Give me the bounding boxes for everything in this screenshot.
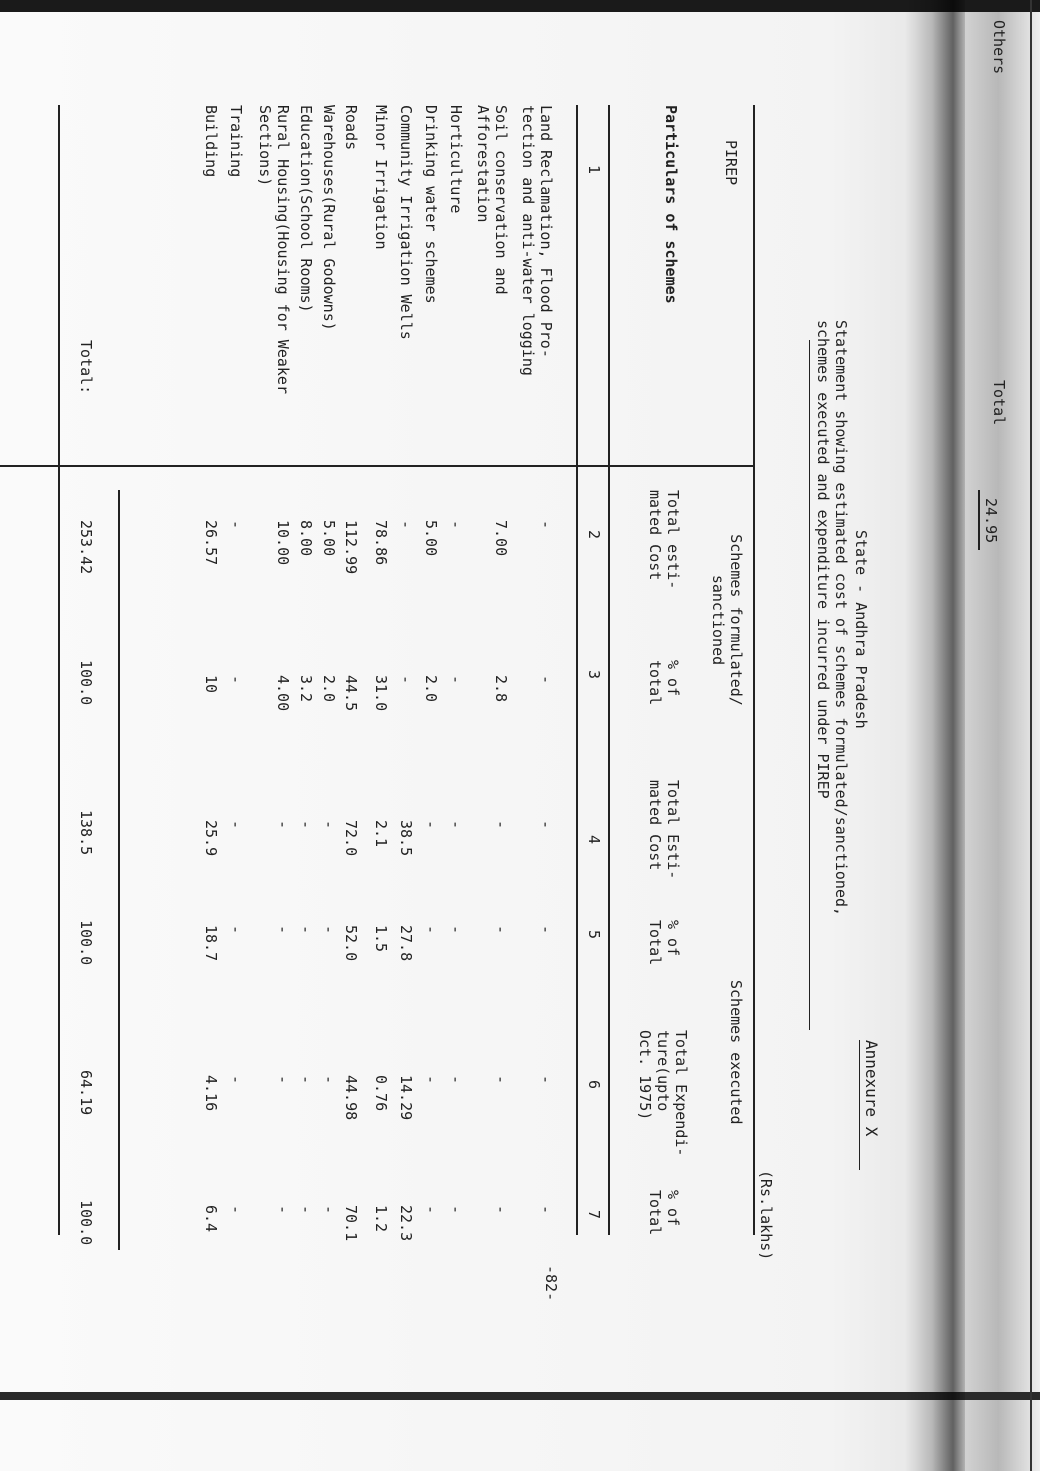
- row-cell-c2: 112.99: [342, 520, 360, 575]
- row-cell-c2: 78.86: [372, 520, 390, 566]
- row-cell-c7: -: [274, 1205, 292, 1215]
- row-cell-c4: 38.5: [397, 820, 415, 857]
- row-cell-c6: 14.29: [397, 1075, 415, 1121]
- row-cell-c4: 72.0: [342, 820, 360, 857]
- header-particulars: Particulars of schemes: [662, 105, 680, 304]
- row-cell-c7: -: [492, 1205, 510, 1215]
- table-top-rule: [753, 105, 755, 1235]
- colnum-6: 6: [585, 1080, 603, 1090]
- row-cell-c6: 4.16: [202, 1075, 220, 1112]
- row-cell-c5: -: [274, 925, 292, 935]
- total-rule: [118, 490, 120, 1250]
- row-cell-c5: -: [227, 925, 245, 935]
- header-c4: Total Esti- mated Cost: [646, 780, 682, 880]
- row-cell-c5: -: [447, 925, 465, 935]
- colnum-3: 3: [585, 670, 603, 680]
- row-cell-c2: -: [227, 520, 245, 530]
- table-colnum-rule-bottom: [576, 105, 578, 1235]
- row-cell-c3: -: [537, 675, 555, 685]
- row-cell-c3: 2.8: [492, 675, 510, 703]
- row-cell-c3: 2.0: [422, 675, 440, 703]
- total-label: Total:: [77, 340, 95, 395]
- colnum-7: 7: [585, 1210, 603, 1220]
- row-particular: Warehouses(Rural Godowns): [320, 105, 338, 331]
- row-cell-c3: 44.5: [342, 675, 360, 712]
- row-cell-c7: -: [320, 1205, 338, 1215]
- table-bottom-rule: [58, 105, 60, 1235]
- row-cell-c4: -: [492, 820, 510, 830]
- row-cell-c4: -: [320, 820, 338, 830]
- row-cell-c4: -: [274, 820, 292, 830]
- row-cell-c4: -: [297, 820, 315, 830]
- title-underline: [809, 340, 810, 1030]
- row-cell-c5: -: [320, 925, 338, 935]
- row-cell-c3: 2.0: [320, 675, 338, 703]
- row-cell-c4: -: [227, 820, 245, 830]
- row-cell-c6: -: [227, 1075, 245, 1085]
- row-cell-c3: 31.0: [372, 675, 390, 712]
- row-cell-c2: -: [447, 520, 465, 530]
- row-cell-c4: -: [537, 820, 555, 830]
- total-c3: 100.0: [77, 660, 95, 706]
- row-cell-c5: -: [297, 925, 315, 935]
- page-number: -82-: [542, 1265, 560, 1302]
- table-col-divider: [0, 465, 755, 467]
- row-cell-c7: -: [447, 1205, 465, 1215]
- page-right-edge: [1030, 0, 1032, 1471]
- header-c2: Total esti- mated Cost: [646, 490, 682, 590]
- total-c4: 138.5: [77, 810, 95, 856]
- row-particular: Horticulture: [447, 105, 465, 214]
- row-cell-c2: 5.00: [320, 520, 338, 557]
- title-line-2: schemes executed and expenditure incurred under PIREP: [814, 320, 832, 799]
- row-particular: Rural Housing(Housing for Weaker Sections): [256, 105, 292, 394]
- colnum-4: 4: [585, 835, 603, 845]
- row-cell-c6: -: [422, 1075, 440, 1085]
- others-label: Others: [990, 20, 1008, 75]
- row-cell-c3: -: [397, 675, 415, 685]
- annexure-underline: [859, 1040, 860, 1170]
- total-c5: 100.0: [77, 920, 95, 966]
- row-particular: Roads: [342, 105, 360, 151]
- row-cell-c4: -: [447, 820, 465, 830]
- row-cell-c6: 0.76: [372, 1075, 390, 1112]
- row-cell-c5: 27.8: [397, 925, 415, 962]
- fragment-total-label: Total: [990, 380, 1008, 426]
- row-cell-c2: 5.00: [422, 520, 440, 557]
- row-particular: Drinking water schemes: [422, 105, 440, 304]
- table-colnum-rule-top: [608, 105, 610, 1235]
- row-cell-c5: 1.5: [372, 925, 390, 953]
- row-particular: Community Irrigation Wells: [397, 105, 415, 340]
- row-cell-c7: -: [422, 1205, 440, 1215]
- colnum-2: 2: [585, 530, 603, 540]
- row-particular: Soil conservation and Afforestation: [474, 105, 510, 295]
- row-cell-c2: 10.00: [274, 520, 292, 566]
- row-cell-c5: 52.0: [342, 925, 360, 962]
- group-executed: Schemes executed: [727, 980, 745, 1125]
- state-title: State - Andhra Pradesh: [852, 530, 870, 729]
- header-c5: % of Total: [646, 920, 682, 966]
- row-cell-c2: 26.57: [202, 520, 220, 566]
- header-c3: % of total: [646, 660, 682, 706]
- page-top-edge: [0, 0, 1040, 12]
- fragment-rule: [978, 490, 980, 550]
- page-bottom-edge: [0, 1392, 1040, 1400]
- row-cell-c6: -: [537, 1075, 555, 1085]
- row-cell-c4: -: [422, 820, 440, 830]
- row-particular: Land Reclamation, Flood Pro- tection and anti-water logging: [519, 105, 555, 376]
- fragment-total-value: 24.95: [982, 498, 1000, 544]
- row-cell-c6: -: [492, 1075, 510, 1085]
- row-cell-c3: 4.00: [274, 675, 292, 712]
- row-cell-c5: -: [422, 925, 440, 935]
- row-cell-c5: -: [537, 925, 555, 935]
- group-sanctioned: Schemes formulated/ sanctioned: [709, 534, 745, 706]
- row-cell-c7: -: [537, 1205, 555, 1215]
- row-cell-c5: -: [492, 925, 510, 935]
- row-cell-c4: 25.9: [202, 820, 220, 857]
- row-cell-c7: 70.1: [342, 1205, 360, 1242]
- row-cell-c7: 1.2: [372, 1205, 390, 1233]
- row-cell-c6: -: [297, 1075, 315, 1085]
- row-cell-c3: 10: [202, 675, 220, 694]
- row-cell-c7: 22.3: [397, 1205, 415, 1242]
- row-cell-c7: -: [227, 1205, 245, 1215]
- total-c6: 64.19: [77, 1070, 95, 1116]
- title-line-1: Statement showing estimated cost of schemes formulated/sanctioned,: [832, 320, 850, 917]
- group-pirep: PIREP: [722, 140, 740, 186]
- row-particular: Building: [202, 105, 220, 178]
- total-c2: 253.42: [77, 520, 95, 575]
- row-particular: Training: [227, 105, 245, 178]
- row-cell-c3: 3.2: [297, 675, 315, 703]
- row-cell-c7: -: [297, 1205, 315, 1215]
- rotated-document: [60, 20, 1008, 1320]
- colnum-1: 1: [585, 165, 603, 175]
- row-cell-c3: -: [227, 675, 245, 685]
- row-cell-c6: -: [320, 1075, 338, 1085]
- row-particular: Minor Irrigation: [372, 105, 390, 250]
- row-cell-c2: -: [537, 520, 555, 530]
- colnum-5: 5: [585, 930, 603, 940]
- row-cell-c2: 8.00: [297, 520, 315, 557]
- row-cell-c7: 6.4: [202, 1205, 220, 1233]
- row-cell-c3: -: [447, 675, 465, 685]
- row-cell-c5: 18.7: [202, 925, 220, 962]
- row-cell-c4: 2.1: [372, 820, 390, 848]
- units-label: (Rs.lakhs): [757, 1170, 775, 1261]
- annexure-label: Annexure X: [862, 1040, 881, 1137]
- header-c7: % of Total: [646, 1190, 682, 1236]
- header-c6: Total Expendi- ture(upto Oct. 1975): [636, 1030, 690, 1157]
- row-cell-c2: 7.00: [492, 520, 510, 557]
- row-particular: Education(School Rooms): [297, 105, 315, 313]
- row-cell-c6: -: [447, 1075, 465, 1085]
- row-cell-c6: -: [274, 1075, 292, 1085]
- row-cell-c2: -: [397, 520, 415, 530]
- row-cell-c6: 44.98: [342, 1075, 360, 1121]
- total-c7: 100.0: [77, 1200, 95, 1246]
